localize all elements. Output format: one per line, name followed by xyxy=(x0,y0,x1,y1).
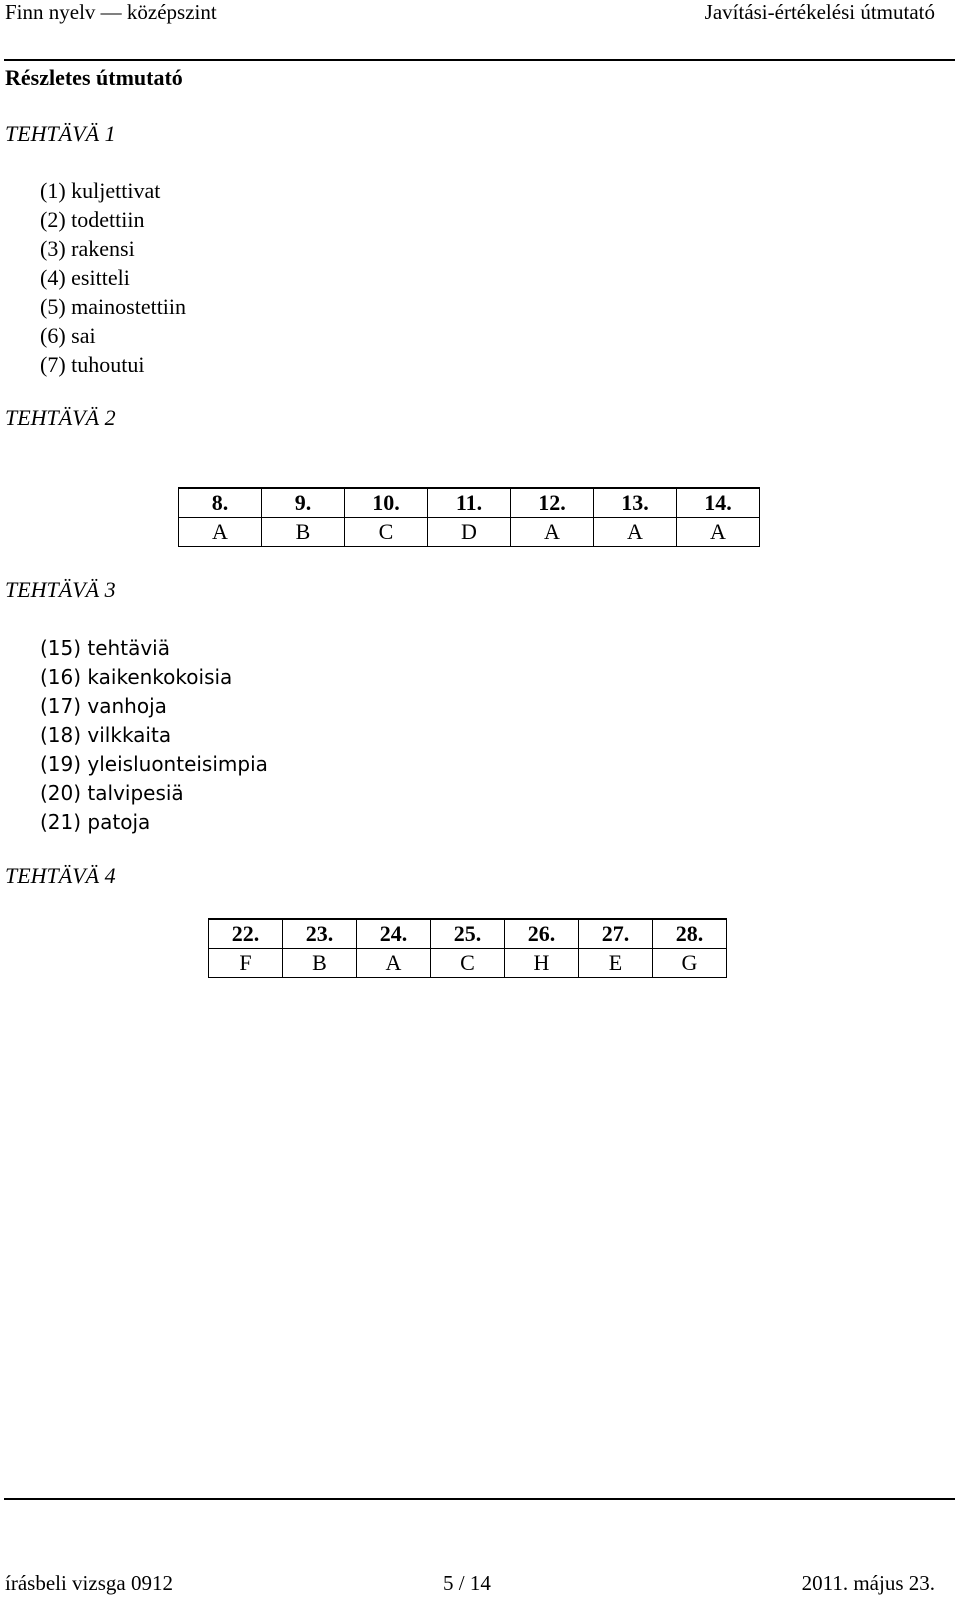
table-cell: 25. xyxy=(431,919,505,949)
list-item: (20) talvipesiä xyxy=(40,781,184,805)
list-item: (18) vilkkaita xyxy=(40,723,172,747)
task-4-answer-table xyxy=(208,918,727,978)
list-item: (1) kuljettivat xyxy=(40,178,161,203)
list-item: (4) esitteli xyxy=(40,265,130,290)
table-cell: A xyxy=(677,518,760,547)
table-cell: C xyxy=(345,518,428,547)
table-row xyxy=(179,488,760,518)
list-item: (21) patoja xyxy=(40,810,151,834)
table-cell: 27. xyxy=(579,919,653,949)
table-cell: B xyxy=(262,518,345,547)
table-cell: E xyxy=(579,949,653,978)
table-cell: A xyxy=(357,949,431,978)
footer-divider xyxy=(4,1498,955,1500)
table-cell: 22. xyxy=(209,919,283,949)
table-cell: G xyxy=(653,949,727,978)
task-3-answer-list xyxy=(40,634,268,837)
table-cell: H xyxy=(505,949,579,978)
footer-page-number: 5 / 14 xyxy=(443,1571,491,1595)
footer-exam-code: írásbeli vizsga 0912 xyxy=(5,1571,173,1595)
table-row xyxy=(209,919,727,949)
header-doc-type: Javítási-értékelési útmutató xyxy=(704,0,935,24)
table-cell: 11. xyxy=(428,488,511,518)
task-1-title: TEHTÄVÄ 1 xyxy=(5,121,116,146)
list-item: (7) tuhoutui xyxy=(40,352,145,377)
table-cell: 12. xyxy=(511,488,594,518)
task-2-answer-table xyxy=(178,487,760,547)
table-cell: 28. xyxy=(653,919,727,949)
table-row xyxy=(209,949,727,978)
list-item: (6) sai xyxy=(40,323,96,348)
table-cell: 13. xyxy=(594,488,677,518)
header-subject: Finn nyelv — középszint xyxy=(5,0,217,24)
task-1-answer-list xyxy=(40,176,186,379)
table-cell: D xyxy=(428,518,511,547)
table-row xyxy=(179,518,760,547)
footer-date: 2011. május 23. xyxy=(801,1571,935,1595)
table-cell: F xyxy=(209,949,283,978)
list-item: (5) mainostettiin xyxy=(40,294,187,319)
table-cell: 9. xyxy=(262,488,345,518)
table-cell: 24. xyxy=(357,919,431,949)
task-3-title: TEHTÄVÄ 3 xyxy=(5,577,116,602)
list-item: (19) yleisluonteisimpia xyxy=(40,752,268,776)
table-cell: A xyxy=(511,518,594,547)
header-divider xyxy=(4,59,955,61)
section-title: Részletes útmutató xyxy=(5,65,183,90)
table-cell: 26. xyxy=(505,919,579,949)
task-2-title: TEHTÄVÄ 2 xyxy=(5,405,116,430)
table-cell: 23. xyxy=(283,919,357,949)
table-cell: 14. xyxy=(677,488,760,518)
table-cell: A xyxy=(594,518,677,547)
list-item: (15) tehtäviä xyxy=(40,636,170,660)
table-cell: C xyxy=(431,949,505,978)
table-cell: 8. xyxy=(179,488,262,518)
list-item: (17) vanhoja xyxy=(40,694,167,718)
list-item: (16) kaikenkokoisia xyxy=(40,665,233,689)
list-item: (2) todettiin xyxy=(40,207,145,232)
table-cell: B xyxy=(283,949,357,978)
table-cell: A xyxy=(179,518,262,547)
table-cell: 10. xyxy=(345,488,428,518)
task-4-title: TEHTÄVÄ 4 xyxy=(5,863,116,888)
list-item: (3) rakensi xyxy=(40,236,135,261)
